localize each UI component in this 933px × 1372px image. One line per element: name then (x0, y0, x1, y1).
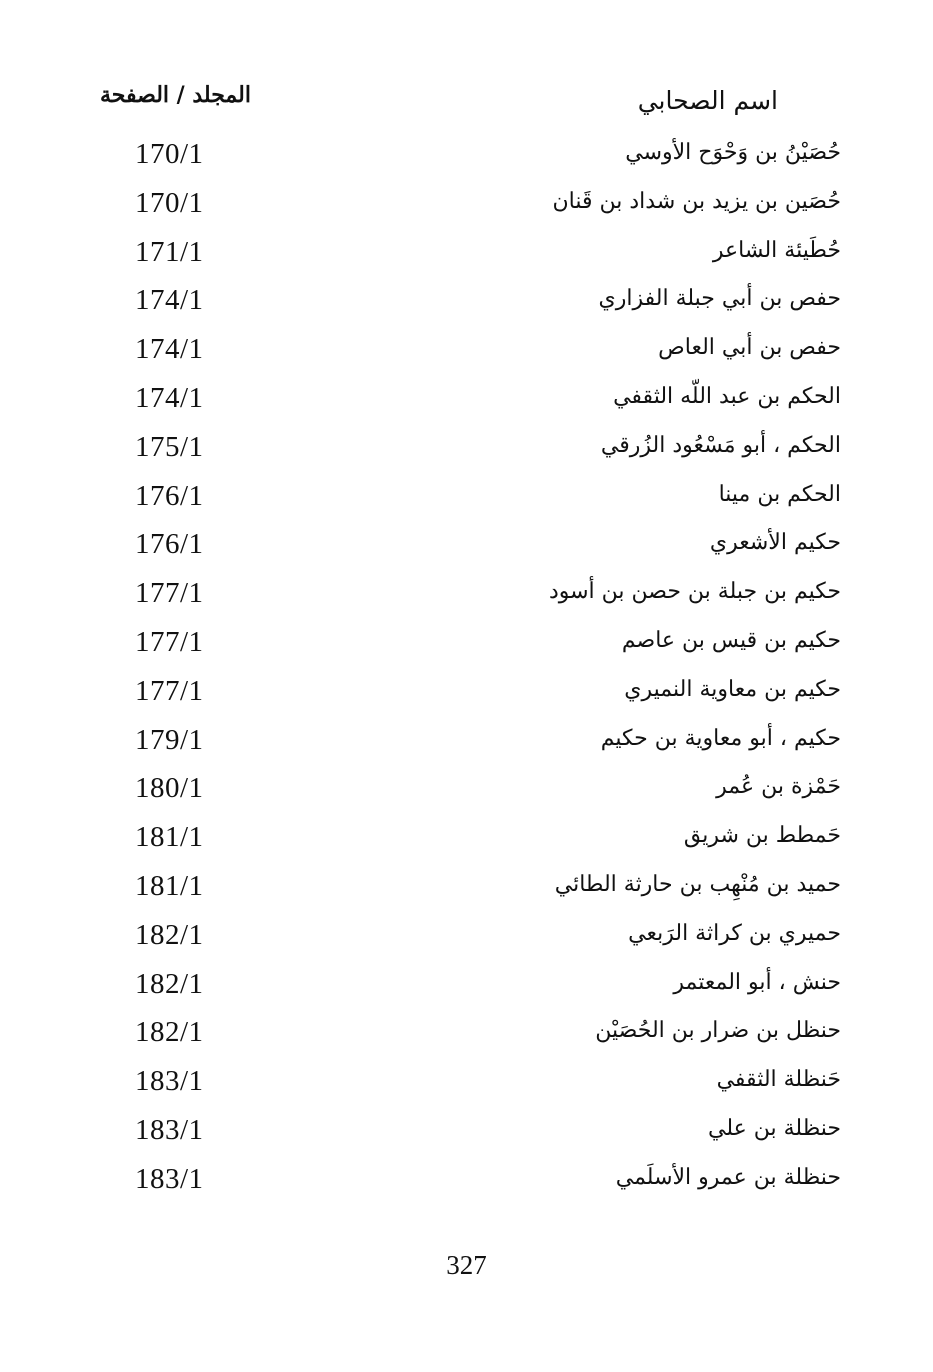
companion-name: حفص بن أبي جبلة الفزاري (598, 286, 841, 312)
index-row (0, 1162, 933, 1213)
companion-name: حكيم بن معاوية النميري (624, 676, 841, 702)
volume-page-ref: 183/1 (135, 1114, 204, 1146)
volume-page-ref: 171/1 (135, 235, 204, 268)
companion-name: حنظلة بن عمرو الأسلَمي (615, 1164, 841, 1190)
index-row (0, 335, 933, 383)
index-row (0, 823, 933, 871)
volume-page-ref: 174/1 (135, 382, 204, 414)
companion-name: حكيم بن قيس بن عاصم (621, 628, 841, 653)
companion-name: الحكم ، أبو مَسْعُود الزُرقي (600, 432, 841, 458)
volume-page-ref: 181/1 (135, 870, 204, 902)
volume-page-ref: 182/1 (135, 918, 204, 951)
companion-name: حميري بن كراثة الرَبعي (628, 920, 841, 946)
index-row (0, 1116, 933, 1164)
column-header-companion-name: اسم الصحابي (637, 86, 778, 115)
companion-name: حُصَين بن يزيد بن شداد بن قَنان (552, 188, 841, 214)
companion-name: حُطَيئة الشاعر (712, 237, 841, 263)
index-row (0, 1067, 933, 1115)
volume-page-ref: 170/1 (135, 186, 204, 219)
companion-name: حميد بن مُنْهِب بن حارثة الطائي (554, 872, 841, 897)
companion-name: حُصَيْنُ بن وَحْوَح الأوسي (625, 140, 841, 165)
index-row (0, 1018, 933, 1066)
volume-page-ref: 177/1 (135, 626, 204, 658)
volume-page-ref: 183/1 (135, 1162, 204, 1195)
volume-page-ref: 170/1 (135, 138, 204, 170)
index-row (0, 530, 933, 578)
index-row (0, 918, 933, 969)
volume-page-ref: 176/1 (135, 479, 204, 512)
companion-name: حنظلة بن علي (708, 1116, 841, 1141)
index-row (0, 872, 933, 920)
companion-name: حنش ، أبو المعتمر (673, 969, 841, 995)
index-row (0, 579, 933, 627)
companion-name: حكيم الأشعري (709, 530, 841, 556)
index-row (0, 384, 933, 432)
index-row (0, 674, 933, 725)
index-row (0, 774, 933, 822)
index-row (0, 430, 933, 481)
volume-page-ref: 183/1 (135, 1065, 204, 1098)
companion-name: حكيم بن جبلة بن حصن بن أسود (548, 579, 841, 605)
companion-name: الحكم بن عبد اللّه الثقفي (613, 384, 841, 409)
volume-page-ref: 179/1 (135, 723, 204, 756)
volume-page-ref: 174/1 (135, 333, 204, 366)
volume-page-ref: 176/1 (135, 528, 204, 561)
companion-name: حَمْزة بن عُمر (716, 774, 841, 800)
companion-name: حنظل بن ضرار بن الحُصَيْن (595, 1018, 841, 1044)
index-row (0, 479, 933, 530)
companion-name: الحكم بن مينا (718, 481, 841, 507)
volume-page-ref: 175/1 (135, 430, 204, 463)
volume-page-ref: 182/1 (135, 967, 204, 1000)
page-number: 327 (446, 1250, 487, 1280)
index-row (0, 967, 933, 1018)
volume-page-ref: 177/1 (135, 577, 204, 610)
index-row (0, 235, 933, 286)
column-header-volume-page: المجلد / الصفحة (100, 82, 251, 108)
companion-name: حفص بن أبي العاص (658, 335, 841, 361)
index-row (0, 186, 933, 237)
volume-page-ref: 180/1 (135, 772, 204, 805)
companion-name: حَنظلة الثقفي (716, 1067, 841, 1093)
companion-name: حكيم ، أبو معاوية بن حكيم (600, 725, 841, 751)
index-row (0, 140, 933, 188)
volume-page-ref: 177/1 (135, 674, 204, 707)
volume-page-ref: 181/1 (135, 821, 204, 854)
companion-name: حَمطط بن شريق (683, 823, 841, 849)
index-row (0, 723, 933, 774)
volume-page-ref: 182/1 (135, 1016, 204, 1049)
index-row (0, 286, 933, 334)
volume-page-ref: 174/1 (135, 284, 204, 317)
index-row (0, 628, 933, 676)
